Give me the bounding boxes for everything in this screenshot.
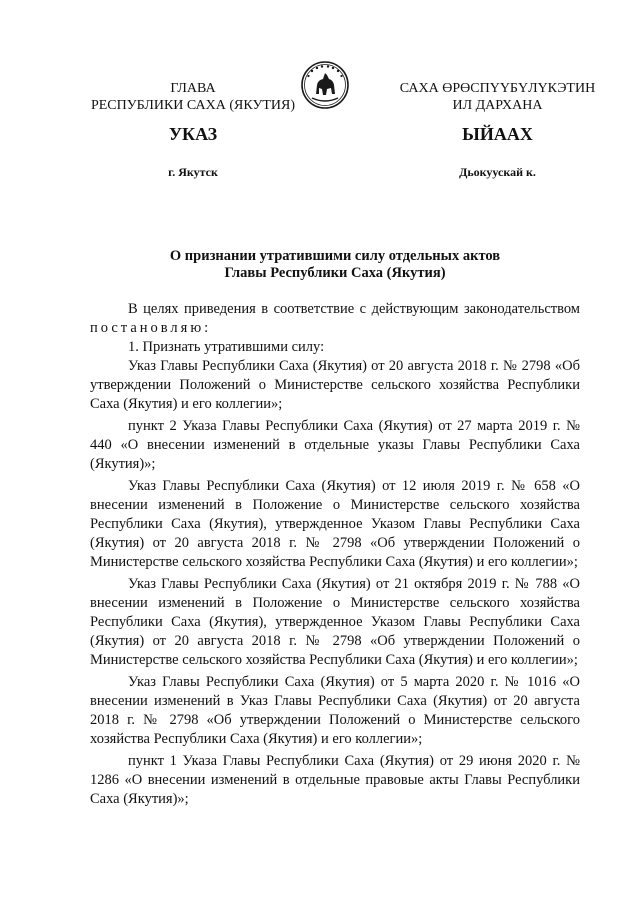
header-left-line1: ГЛАВА xyxy=(170,81,216,96)
item-1: 1. Признать утратившими силу: xyxy=(128,339,325,355)
city-left: г. Якутск xyxy=(168,165,218,179)
list-item: пункт 2 Указа Главы Республики Саха (Якутия) от 27 марта 2019 г. № 440 «О внесении изменений в отдельные указы Главы Республики Саха (Якутия)»; xyxy=(90,418,580,472)
document-body xyxy=(90,300,580,809)
intro-end: : xyxy=(204,320,209,336)
intro-text: В целях приведения в соответствие с действующим законодательством xyxy=(128,301,580,317)
intro-paragraph xyxy=(90,300,580,338)
list-item: Указ Главы Республики Саха (Якутия) от 12 июля 2019 г. № 658 «О внесении изменений в Положение о Министерстве сельского хозяйства Республики Саха (Якутия), утвержденное Указом Главы Республики Саха (Якутия) от 20 августа 2018 г. № 2798 «Об утверждении Положений о Министерстве сельского хозяйства Республики Саха (Якутия) и его коллегии»; xyxy=(90,478,580,570)
coat-of-arms-icon xyxy=(300,58,350,110)
list-item: Указ Главы Республики Саха (Якутия) от 5 марта 2020 г. № 1016 «О внесении изменений в Указ Главы Республики Саха (Якутия) от 20 августа 2018 г. № 2798 «Об утверждении Положений о Министерстве сельского хозяйства Республики Саха (Якутия) и его коллегии»; xyxy=(90,674,580,747)
header-right-line2: ИЛ ДАРХАНА xyxy=(452,98,543,113)
header-right-authority xyxy=(395,80,600,114)
list-item: Указ Главы Республики Саха (Якутия) от 21 октября 2019 г. № 788 «О внесении изменений в Положение о Министерстве сельского хозяйства Республики Саха (Якутия), утвержденное Указом Главы Республики Саха (Якутия) от 20 августа 2018 г. № 2798 «Об утверждении Положений о Министерстве сельского хозяйства Республики Саха (Якутия) и его коллегии»; xyxy=(90,576,580,668)
header-left-authority xyxy=(80,80,306,114)
doc-type-right: ЫЙААХ xyxy=(462,124,533,144)
header-left-line2: РЕСПУБЛИКИ САХА (ЯКУТИЯ) xyxy=(90,98,296,113)
list-item: Указ Главы Республики Саха (Якутия) от 20 августа 2018 г. № 2798 «Об утверждении Положений о Министерстве сельского хозяйства Республики Саха (Якутия) и его коллегии»; xyxy=(90,358,580,412)
doc-type-left: УКАЗ xyxy=(168,124,218,144)
header-right-line1: САХА ӨРӨСПҮҮБҮЛҮКЭТИН xyxy=(399,81,596,96)
title-line2: Главы Республики Саха (Якутия) xyxy=(224,265,446,281)
document-title xyxy=(90,248,580,282)
city-right: Дьокуускай к. xyxy=(459,165,536,179)
title-line1: О признании утратившими силу отдельных актов xyxy=(169,248,501,264)
list-item: пункт 1 Указа Главы Республики Саха (Якутия) от 29 июня 2020 г. № 1286 «О внесении изменений в отдельные правовые акты Главы Республики Саха (Якутия)»; xyxy=(90,753,580,807)
decree-word: постановляю xyxy=(90,320,205,336)
